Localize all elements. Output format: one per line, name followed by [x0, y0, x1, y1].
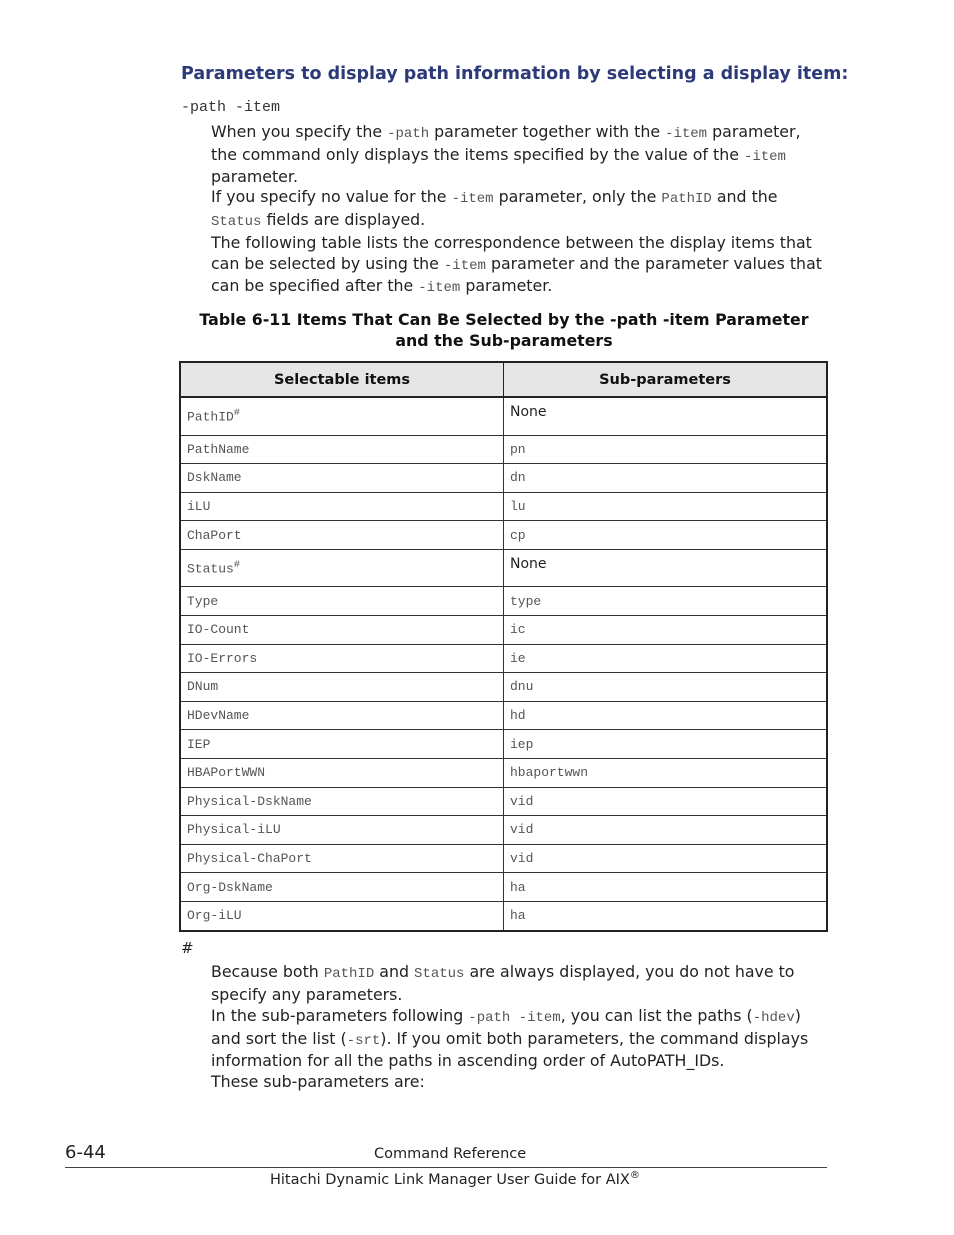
- selectable-item-cell: ChaPort: [180, 521, 504, 550]
- sub-parameter-cell: iep: [504, 730, 828, 759]
- selectable-item-cell: DNum: [180, 673, 504, 702]
- footer-section-name: Command Reference: [374, 1146, 527, 1162]
- selectable-item-cell: Type: [180, 587, 504, 616]
- selectable-item-cell: Org-DskName: [180, 873, 504, 902]
- selectable-item-cell: PathID#: [180, 397, 504, 435]
- table-row: [180, 549, 827, 587]
- table-row: [180, 587, 827, 616]
- selectable-item-cell: HDevName: [180, 701, 504, 730]
- sub-parameter-cell: type: [504, 587, 828, 616]
- sub-parameter-cell: pn: [504, 435, 828, 464]
- footnote-text: Because both PathID and Status are always displayed, you do not have to specify any parameters.: [211, 962, 795, 1004]
- column-header-selectable-items: Selectable items: [180, 362, 504, 397]
- selectable-item-cell: Physical-iLU: [180, 816, 504, 845]
- footnote-marker: #: [233, 559, 240, 571]
- sub-parameter-cell: lu: [504, 492, 828, 521]
- selectable-item-cell: Status#: [180, 549, 504, 587]
- table-row: [180, 816, 827, 845]
- table-row: [180, 397, 827, 435]
- column-header-sub-parameters: Sub-parameters: [504, 362, 828, 397]
- table-row: [180, 873, 827, 902]
- paragraph-table-intro: The following table lists the correspondence between the display items that can be selected by using the -item parameter and the parameter values that can be specified after the -item parameter.: [211, 233, 822, 296]
- selectable-item-cell: Physical-ChaPort: [180, 844, 504, 873]
- page-number: 6-44: [65, 1142, 106, 1163]
- table-row: [180, 901, 827, 930]
- selectable-item-cell: PathName: [180, 435, 504, 464]
- selectable-items-table: [179, 361, 828, 932]
- section-heading: Parameters to display path information by selecting a display item:: [181, 64, 849, 84]
- selectable-item-cell: iLU: [180, 492, 504, 521]
- table-row: [180, 464, 827, 493]
- sub-parameter-cell: dn: [504, 464, 828, 493]
- table-row: [180, 644, 827, 673]
- paragraph-no-value: If you specify no value for the -item parameter, only the PathID and the Status fields are displayed.: [211, 187, 778, 230]
- table-row: [180, 521, 827, 550]
- sub-parameter-cell: cp: [504, 521, 828, 550]
- footnote-mark: #: [181, 939, 194, 957]
- table-row: [180, 615, 827, 644]
- sub-parameter-cell: ha: [504, 901, 828, 930]
- table-row: [180, 435, 827, 464]
- selectable-item-cell: IO-Errors: [180, 644, 504, 673]
- selectable-item-cell: Physical-DskName: [180, 787, 504, 816]
- table-row: [180, 673, 827, 702]
- sub-parameter-cell: vid: [504, 816, 828, 845]
- sub-parameter-cell: ic: [504, 615, 828, 644]
- table-row: [180, 787, 827, 816]
- sub-parameter-cell: hd: [504, 701, 828, 730]
- footnote-marker: #: [233, 408, 240, 420]
- table-row: [180, 730, 827, 759]
- selectable-item-cell: IEP: [180, 730, 504, 759]
- selectable-item-cell: Org-iLU: [180, 901, 504, 930]
- sub-parameter-cell: vid: [504, 844, 828, 873]
- table-row: [180, 844, 827, 873]
- selectable-item-cell: DskName: [180, 464, 504, 493]
- paragraph-sub-parameters: In the sub-parameters following -path -item, you can list the paths (-hdev) and sort the list (-srt). If you omit both parameters, the command displays information for all the paths in ascending order of AutoPATH_IDs.: [211, 1006, 809, 1070]
- table-row: [180, 492, 827, 521]
- sub-parameter-cell: ie: [504, 644, 828, 673]
- sub-parameter-cell: None: [504, 397, 828, 435]
- table-row: [180, 758, 827, 787]
- sub-parameter-cell: vid: [504, 787, 828, 816]
- sub-parameter-cell: dnu: [504, 673, 828, 702]
- table-row: [180, 701, 827, 730]
- footer-divider: [65, 1167, 827, 1168]
- sub-parameter-cell: hbaportwwn: [504, 758, 828, 787]
- paragraph-these-sub-parameters: These sub-parameters are:: [211, 1072, 425, 1091]
- sub-parameter-cell: None: [504, 549, 828, 587]
- sub-parameter-cell: ha: [504, 873, 828, 902]
- selectable-item-cell: IO-Count: [180, 615, 504, 644]
- command-syntax: -path -item: [181, 99, 281, 116]
- paragraph-path-item: When you specify the -path parameter together with the -item parameter, the command only displays the items specified by the value of the -item parameter.: [211, 122, 801, 186]
- footer-document-title: Hitachi Dynamic Link Manager User Guide for AIX®: [270, 1170, 640, 1188]
- table-caption: Table 6-11 Items That Can Be Selected by the -path -item Parameter and the Sub-parameters: [199, 310, 809, 350]
- selectable-item-cell: HBAPortWWN: [180, 758, 504, 787]
